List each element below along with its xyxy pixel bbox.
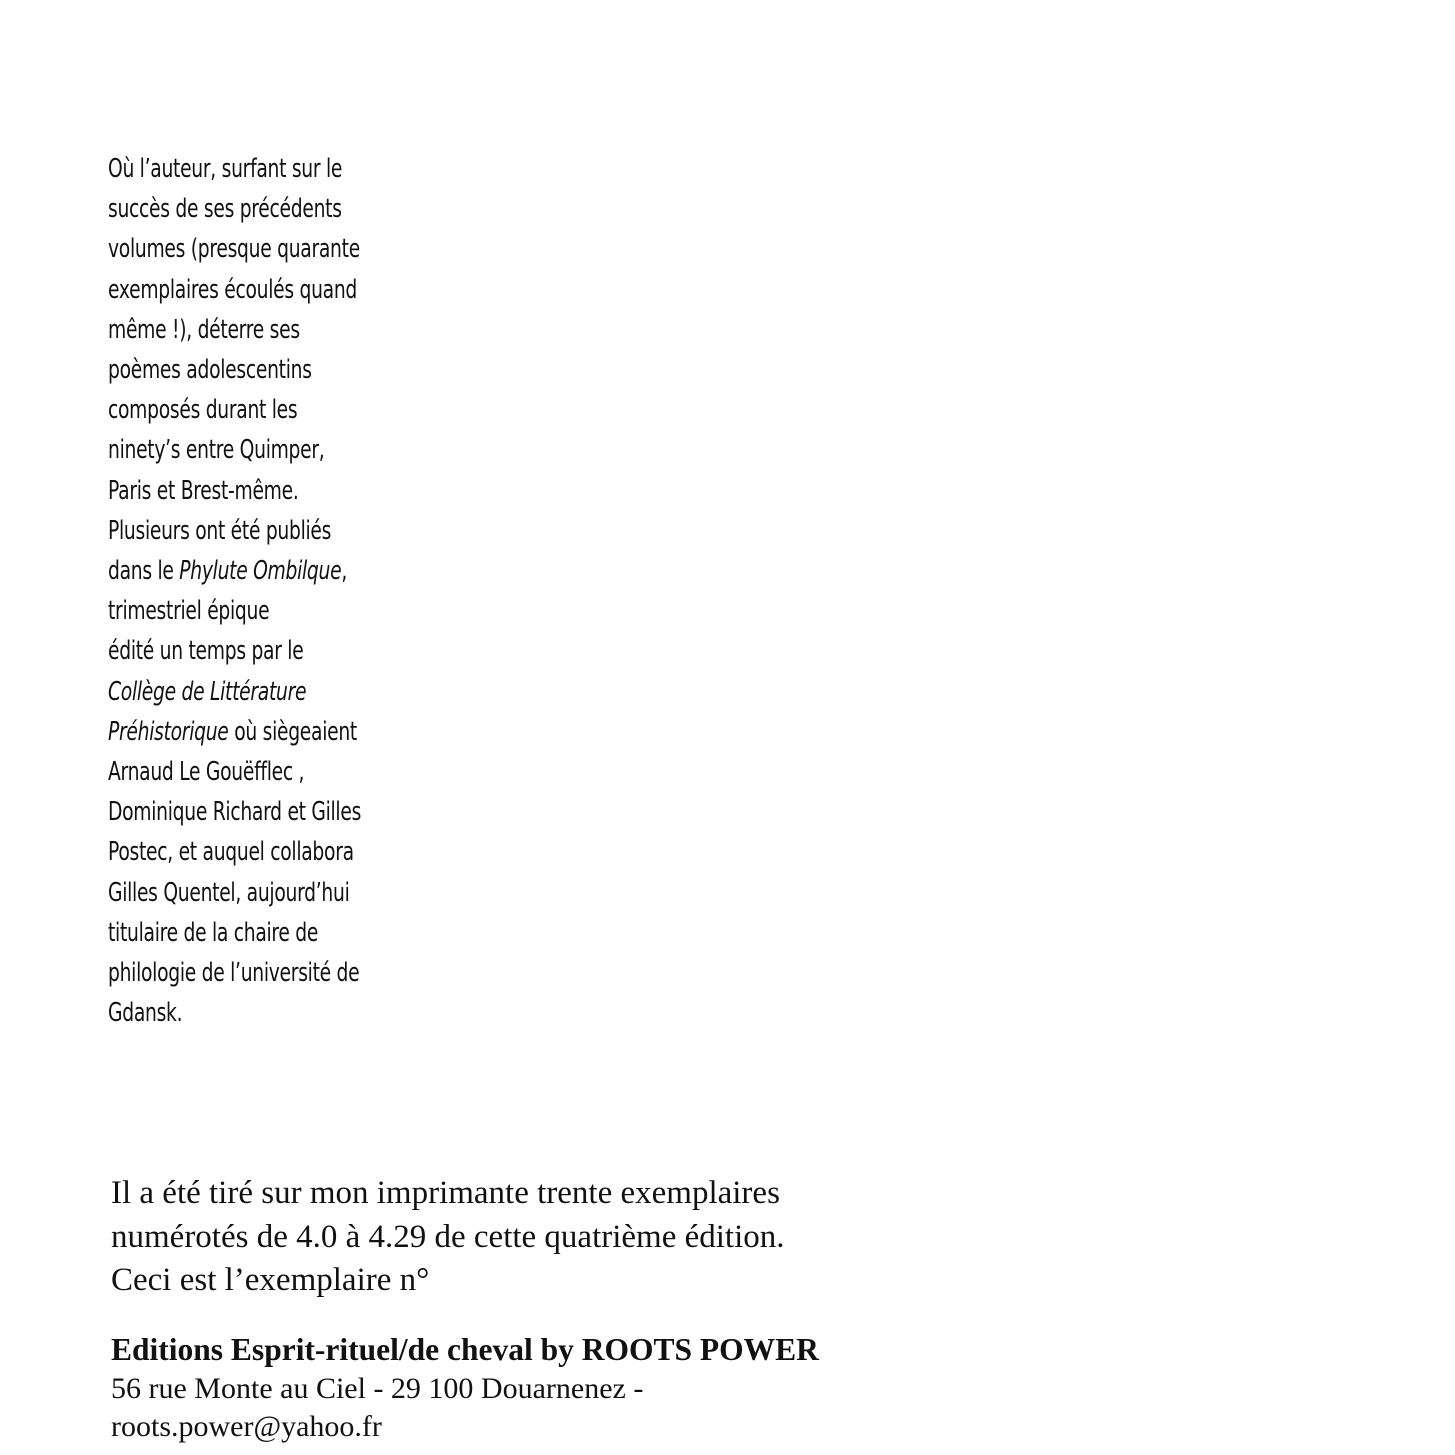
colophon-line: Il a été tiré sur mon imprimante trente exemplaires (111, 1175, 780, 1211)
blurb-line: Gdansk. (108, 998, 183, 1029)
colophon-line: Ceci est l’exemplaire n° (111, 1262, 430, 1298)
blurb-text: où siègeaient (228, 716, 357, 747)
blurb-text: , (341, 556, 347, 587)
blurb-line: succès de ses précédents (108, 194, 342, 225)
blurb-line: trimestriel épique (108, 596, 270, 627)
blurb-line (108, 551, 410, 591)
blurb-line: ninety’s entre Quimper, (108, 435, 325, 466)
blurb-line: philologie de l’université de (108, 958, 360, 989)
college-title: Collège de Littérature (108, 676, 307, 707)
blurb-line: même !), déterre ses (108, 314, 300, 345)
blurb-line: Où l’auteur, surfant sur le (108, 154, 343, 184)
blurb-line: volumes (presque quarante (108, 234, 360, 265)
blurb-line: Gilles Quentel, aujourd’hui (108, 877, 350, 908)
blurb-line: composés durant les (108, 395, 298, 426)
blurb-line: Arnaud Le Gouëfflec , (108, 757, 305, 788)
publisher-info (111, 1330, 1011, 1446)
magazine-title: Phylute Ombilque (179, 556, 342, 587)
print-run-notice (111, 1172, 1011, 1303)
back-cover-blurb (108, 149, 410, 1033)
blurb-line: exemplaires écoulés quand (108, 274, 358, 305)
blurb-line (108, 712, 410, 752)
blurb-line (108, 672, 410, 712)
publisher-address: 56 rue Monte au Ciel - 29 100 Douarnenez - (111, 1372, 644, 1405)
blurb-line: titulaire de la chaire de (108, 917, 319, 948)
publisher-name: Editions Esprit-rituel/de cheval by ROOTS POWER (111, 1332, 819, 1367)
blurb-line: Paris et Brest-même. (108, 475, 299, 506)
blurb-line: Plusieurs ont été publiés (108, 515, 332, 546)
blurb-line: Dominique Richard et Gilles (108, 797, 362, 828)
colophon-line: numérotés de 4.0 à 4.29 de cette quatrième édition. (111, 1218, 785, 1255)
blurb-line: poèmes adolescentins (108, 355, 312, 386)
blurb-line: Postec, et auquel collabora (108, 837, 354, 868)
publisher-email: roots.power@yahoo.fr (111, 1410, 382, 1443)
college-title: Préhistorique (108, 716, 229, 747)
blurb-text: dans le (108, 556, 180, 587)
blurb-line: édité un temps par le (108, 636, 304, 667)
